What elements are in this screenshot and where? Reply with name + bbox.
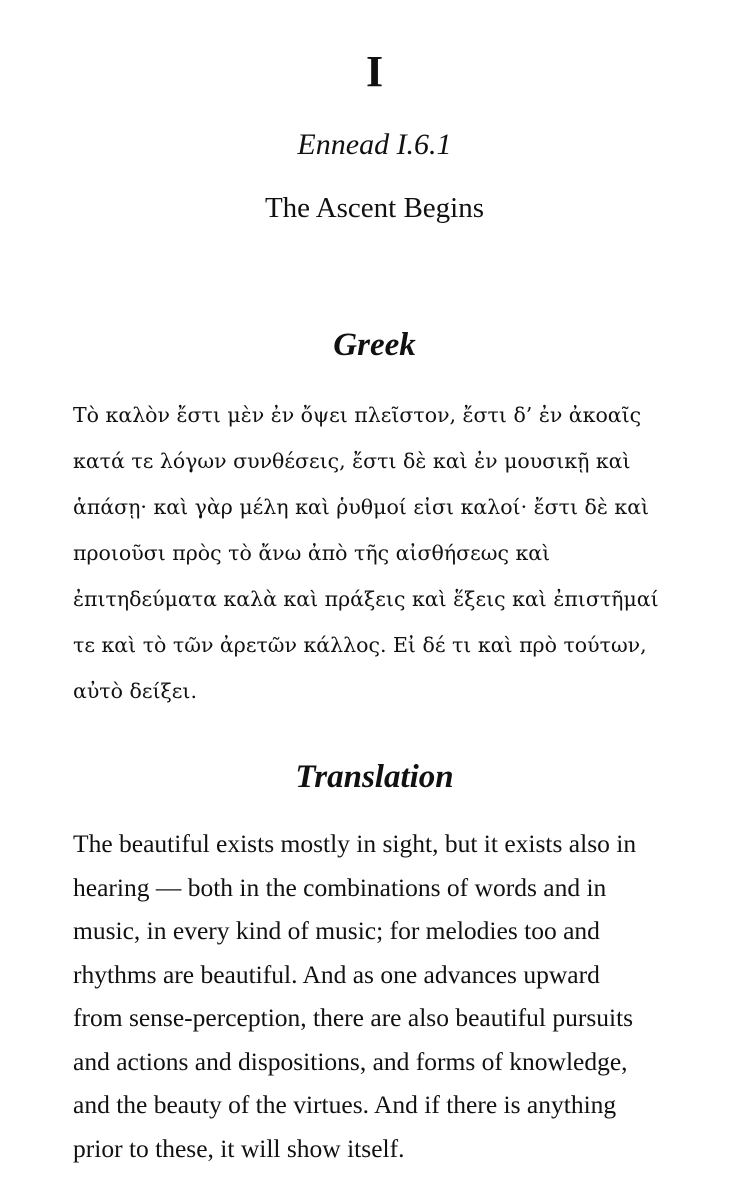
translation-heading: Translation — [295, 759, 454, 795]
translation-line: prior to these, it will show itself. — [73, 1133, 405, 1163]
greek-line: κατά τε λόγων συνθέσεις, ἔστι δὲ καὶ ἐν μουσικῇ καὶ — [73, 449, 631, 473]
greek-line: τε καὶ τὸ τῶν ἀρετῶν κάλλος. Εἰ δέ τι καὶ πρὸ τούτων, — [73, 633, 647, 657]
translation-line: The beautiful exists mostly in sight, but it exists also in — [73, 829, 637, 858]
translation-line: music, in every kind of music; for melodies too and — [73, 916, 600, 945]
chapter-subtitle: The Ascent Begins — [264, 192, 485, 224]
translation-line: rhythms are beautiful. And as one advances upward — [73, 959, 600, 989]
translation-line: and actions and dispositions, and forms of knowledge, — [73, 1046, 628, 1076]
greek-line: ἐπιτηδεύματα καλὰ καὶ πράξεις καὶ ἕξεις καὶ ἐπιστῆμαί — [73, 587, 659, 611]
greek-line: προιοῦσι πρὸς τὸ ἄνω ἀπὸ τῆς αἰσθήσεως καὶ — [73, 541, 551, 565]
greek-text — [73, 392, 689, 714]
greek-heading: Greek — [333, 327, 416, 363]
greek-line: Τὸ καλὸν ἔστι μὲν ἐν ὄψει πλεῖστον, ἔστι δ’ ἐν ἀκοαῖς — [73, 403, 642, 427]
greek-line: ἁπάσῃ· καὶ γὰρ μέλη καὶ ῥυθμοί εἰσι καλοί· ἔστι δὲ καὶ — [73, 495, 650, 519]
translation-line: hearing — both in the combinations of words and in — [73, 872, 607, 902]
translation-line: from sense-perception, there are also beautiful pursuits — [73, 1003, 634, 1032]
translation-line: and the beauty of the virtues. And if there is anything — [73, 1090, 617, 1119]
ennead-reference: Ennead I.6.1 — [297, 128, 452, 161]
chapter-numeral: I — [365, 47, 384, 96]
greek-line: αὐτὸ δείξει. — [73, 679, 197, 703]
translation-text — [73, 822, 698, 1170]
